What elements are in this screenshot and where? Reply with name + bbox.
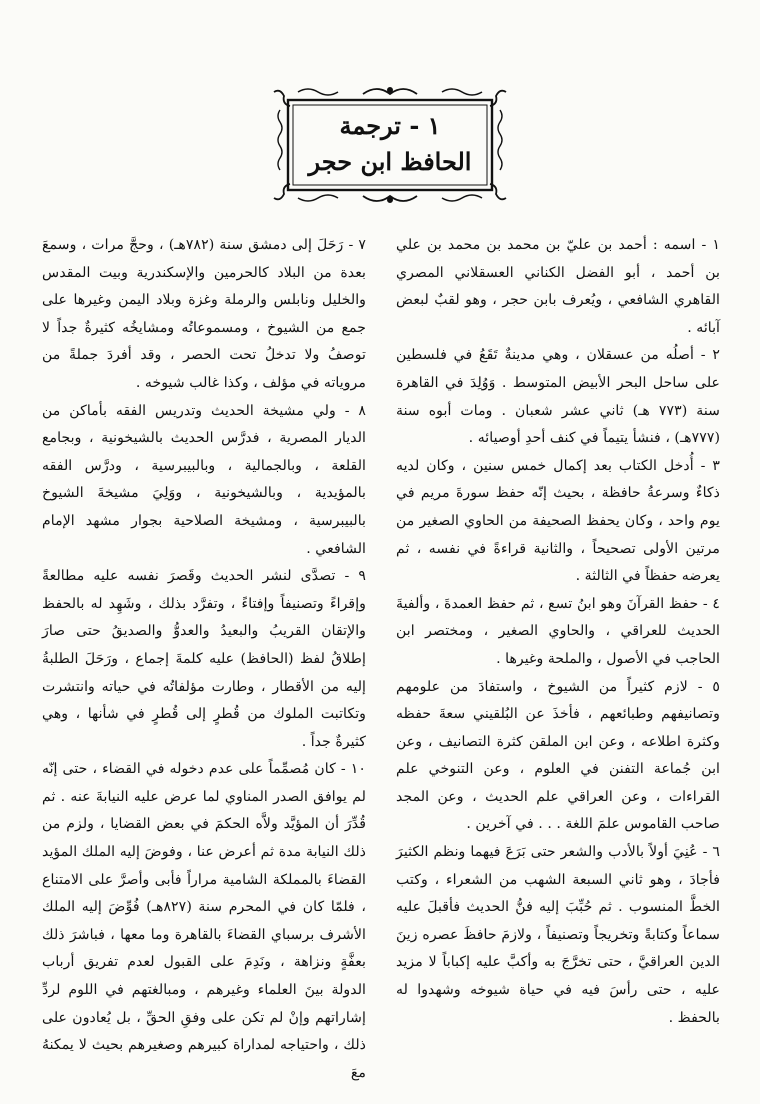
- paragraph-1: ١ - اسمه : أحمد بن عليّ بن محمد بن محمد بن علي بن أحمد ، أبو الفضل الكناني العسقلاني المصري القاهري الشافعي ، ويُعرف بابن حجر ، وهو لقبٌ لبعض آبائه .: [396, 237, 720, 336]
- page-title: [268, 108, 512, 180]
- paragraph-3: ٣ - أُدخل الكتاب بعد إكمال خمس سنين ، وكان لديه ذكاءٌ وسرعةُ حافظة ، بحيث إنّه حفظ سورةَ مريم في يوم واحد ، وكان يحفظ الصحيفة من الحاوي الصغير من مرتين الأولى تصحيحاً ، والثانية قراءةً في نفسه ، ثم يعرضه حفظاً في الثالثة .: [396, 457, 720, 585]
- paragraph-4: ٤ - حفظ القرآنَ وهو ابنُ تسع ، ثم حفظ العمدةَ ، وألفيةَ الحديث للعراقي ، والحاوي الصغير ، ومختصر ابن الحاجب في الأصول ، والملحة وغيرها .: [396, 595, 720, 667]
- biography-number-title: ١ - ترجمة: [339, 111, 441, 140]
- paragraph-2: ٢ - أصلُه من عسقلان ، وهي مدينةٌ تَقَعُ في فلسطين على ساحل البحر الأبيض المتوسط . وَوُلِدَ في القاهرة سنة (٧٧٣ هـ) ثاني عشر شعبان . ومات أبوه سنة (٧٧٧هـ) ، فنشأ يتيماً في كنف أحدِ أوصيائه .: [396, 347, 720, 447]
- paragraph-9: ٩ - تصدَّى لنشر الحديث وقَصرَ نفسه عليه مطالعةً وإقراءً وتصنيفاً وإفتاءً ، وتفرَّد بذلك ، وشَهِد له بالحفظ والإتقان القريبُ والبعيدُ والعدوُّ والصديقُ حتى صارَ إطلاقُ لفظ (الحافظ) عليه كلمةَ إجماع ، ورَحَلَ الطلبةُ إليه من الأقطار ، وطارت مؤلفاتُه في حياته وانتشرت وتكاتبت الملوك من قُطرٍ إلى قُطرٍ في شأنها ، وهي كثيرةٌ جداً .: [42, 568, 366, 750]
- left-column: [42, 232, 366, 1087]
- paragraph-5: ٥ - لازم كثيراً من الشيوخ ، واستفادَ من علومهم وتصانيفهم وطبائعهم ، فأخذَ عن البُلقيني سعةَ حفظه وكثرة اطلاعه ، وعن ابن الملقن كثرة التصانيف ، وعن ابن جُماعة التفنن في العلوم ، وعن التنوخي علم القراءات ، وعن العراقي علم الحديث ، وعن المجد صاحب القاموس علمَ اللغة . . . في آخرين .: [396, 678, 720, 833]
- paragraph-10: ١٠ - كان مُصمِّماً على عدم دخوله في القضاء ، حتى إنّه لم يوافق الصدر المناوي لما عرض عليه النيابةَ عنه . ثم قُدِّرَ أن المؤيَّد ولاَّه الحكمَ في بعض القضايا ، ولزم من ذلك النيابة مدة ثم أعرض عنا ، وفوضَ إليه الملك المؤيد القضاءَ بالمملكة الشامية مراراً فأبى وأصرَّ على الامتناع ، فلمّا كان في المحرم سنة (٨٢٧هـ) فُوِّضَ إليه الملك الأشرف برسباي القضاءَ بالقاهرة وما معها ، فباشرَ ذلك بعفَّةٍ ونزاهة ، ونَدِمَ على القبول لعدم تفريق أرباب الدولة بينَ العلماء وغيرهم ، ومبالغتهم في اللوم لردِّ إشاراتهم وإنْ لم تكن على وفقِ الحقِّ ، بل يُعادون على ذلك ، واحتياجه لمداراة كبيرهم وصغيرهم بحيث لا يمكنهُ معَ: [42, 761, 366, 1081]
- paragraph-6: ٦ - عُنِيَ أولاً بالأدب والشعر حتى بَرَعَ فيهما ونظم الكثيرَ فأجادَ ، وهو ثاني السبعة الشهب من الشعراء ، وكتب الخطَّ المنسوب . ثم حُبِّبَ إليه فنُّ الحديث فأقبلَ عليه سماعاً وكتابةً وتخريجاً وتصنيفاً ، ولازمَ حافظَ عصره زينَ الدين العراقيَّ ، حتى تخرَّجَ به وأكبَّ عليه إكباباً لا مزيد عليه ، حتى رأسَ فيه في حياة شيوخه وشهدوا له بالحفظ .: [396, 844, 720, 1026]
- paragraph-7: ٧ - رَحَلَ إلى دمشق سنة (٧٨٢هـ) ، وحجَّ مرات ، وسمعَ بعدة من البلاد كالحرمين والإسكندرية وبيت المقدس والخليل ونابلس والرملة وغزة وبلاد اليمن وغيرها على جمع من الشيوخ ، ومسموعاتُه ومشايخُه كثيرةٌ جداً لا توصفُ ولا تدخلُ تحت الحصر ، وقد أفردَ جملةً من مروياته في مؤلف ، وكذا غالب شيوخه .: [42, 237, 366, 391]
- biography-name-title: الحافظ ابن حجر: [308, 147, 472, 176]
- paragraph-8: ٨ - ولي مشيخة الحديث وتدريس الفقه بأماكن من الديار المصرية ، فدرَّس الحديث بالشيخونية ، وبجامع القلعة ، وبالجمالية ، وبالبيبرسية ، ودرَّس الفقه بالمؤيدية ، وبالشيخونية ، ووَلِيَ مشيخةَ الشيوخ بالبيبرسية ، ومشيخة الصلاحية بجوار مشهد الإمام الشافعي .: [42, 402, 366, 557]
- right-column: [396, 232, 720, 1032]
